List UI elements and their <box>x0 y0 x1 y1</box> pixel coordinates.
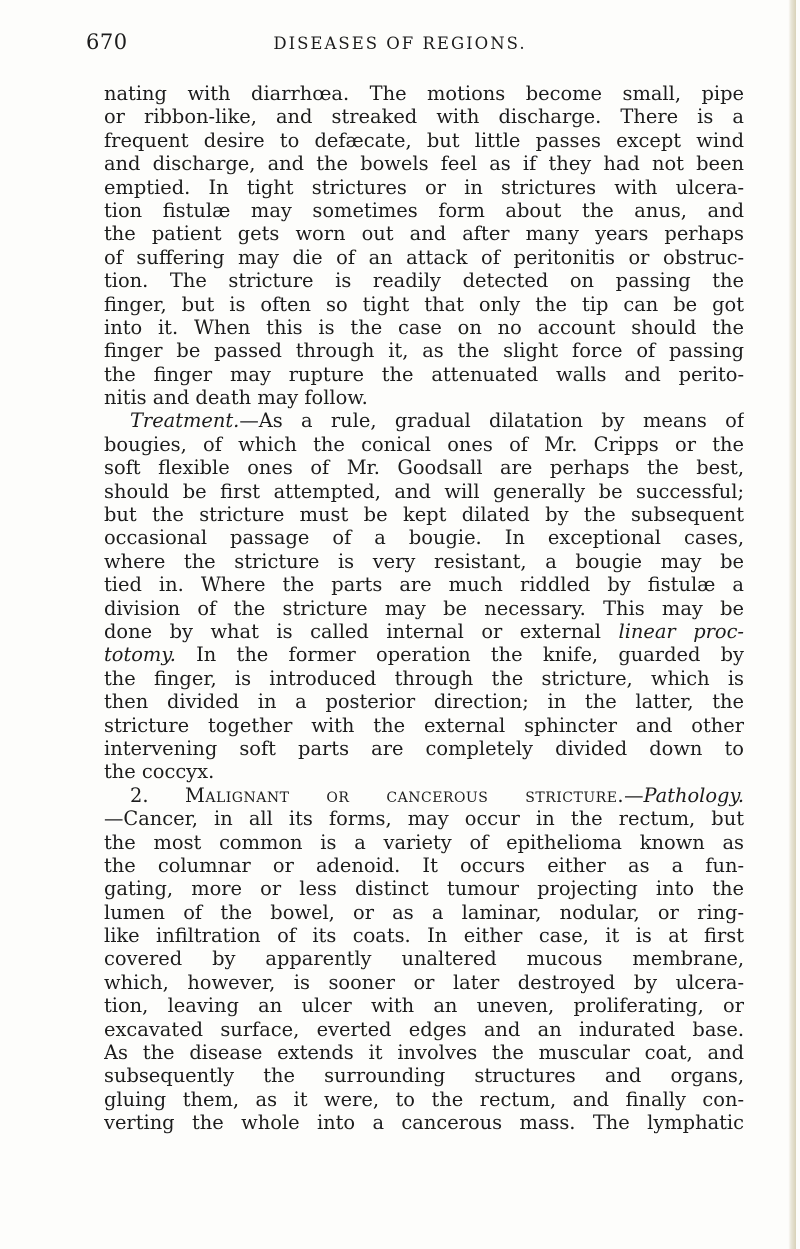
text-line <box>104 714 744 737</box>
text-run: verting the whole into a cancerous mass. The lymphatic <box>104 1111 744 1135</box>
text-run: subsequently the surrounding structures and organs, <box>104 1064 744 1088</box>
text-line <box>104 503 744 526</box>
text-run: — <box>624 783 644 807</box>
text-line <box>104 1088 744 1111</box>
text-line <box>104 433 744 456</box>
text-line <box>104 1018 744 1041</box>
text-run: finger be passed through it, as the slight force of passing <box>104 339 744 363</box>
text-line <box>104 643 744 666</box>
text-run: emptied. In tight strictures or in strictures with ulcera- <box>104 175 744 199</box>
text-run: In the former operation the knife, guarded by <box>175 643 744 667</box>
text-run: where the stricture is very resistant, a bougie may be <box>104 549 744 573</box>
text-line <box>104 947 744 970</box>
text-line <box>104 994 744 1017</box>
text-run: then divided in a posterior direction; in the latter, the <box>104 690 744 714</box>
italic-text: linear proc- <box>618 619 744 643</box>
italic-text: Pathology. <box>643 783 744 807</box>
text-run: bougies, of which the conical ones of Mr. Cripps or the <box>104 432 744 456</box>
text-run: —Cancer, in all its forms, may occur in the rectum, but <box>104 807 744 831</box>
text-run: tied in. Where the parts are much riddled by fistulæ a <box>104 573 744 597</box>
text-run: 2. <box>130 783 185 807</box>
text-run: the most common is a variety of epithelioma known as <box>104 830 744 854</box>
text-line <box>104 480 744 503</box>
text-run: gluing them, as it were, to the rectum, and finally con- <box>104 1087 744 1111</box>
text-line <box>104 1064 744 1087</box>
text-line <box>104 409 744 432</box>
text-line <box>104 690 744 713</box>
text-run: tion, leaving an ulcer with an uneven, proliferating, or <box>104 994 744 1018</box>
italic-text: totomy. <box>104 643 176 667</box>
text-run: the patient gets worn out and after many years perhaps <box>104 222 744 246</box>
text-line <box>104 456 744 479</box>
text-run: the finger may rupture the attenuated walls and perito- <box>104 362 744 386</box>
body-text <box>104 82 744 1135</box>
text-line <box>104 222 744 245</box>
text-run: done by what is called internal or external <box>104 619 619 643</box>
text-line <box>104 737 744 760</box>
text-run: occasional passage of a bougie. In exceptional cases, <box>104 526 744 550</box>
text-run: lumen of the bowel, or as a laminar, nodular, or ring- <box>104 900 744 924</box>
text-run: or ribbon-like, and streaked with discharge. There is a <box>104 105 744 129</box>
text-run: division of the stricture may be necessary. This may be <box>104 596 744 620</box>
text-line <box>104 877 744 900</box>
text-line <box>104 199 744 222</box>
text-line <box>104 526 744 549</box>
text-line <box>104 386 744 409</box>
text-run: gating, more or less distinct tumour projecting into the <box>104 877 744 901</box>
text-line <box>104 667 744 690</box>
text-line <box>104 105 744 128</box>
text-run: stricture together with the external sphincter and other <box>104 713 744 737</box>
text-line <box>104 831 744 854</box>
text-line <box>104 269 744 292</box>
text-line <box>104 573 744 596</box>
text-run: soft flexible ones of Mr. Goodsall are perhaps the best, <box>104 456 744 480</box>
text-run: finger, but is often so tight that only the tip can be got <box>104 292 744 316</box>
text-run: but the stricture must be kept dilated by the subsequent <box>104 503 744 527</box>
text-line <box>104 339 744 362</box>
text-line <box>104 597 744 620</box>
text-run: excavated surface, everted edges and an indurated base. <box>104 1017 744 1041</box>
text-run: tion fistulæ may sometimes form about the anus, and <box>104 198 744 222</box>
text-line <box>104 129 744 152</box>
text-run: tion. The stricture is readily detected on passing the <box>104 269 744 293</box>
small-caps-text: Malignant or cancerous stricture. <box>185 783 625 807</box>
italic-text: Treatment. <box>130 409 240 433</box>
text-run: intervening soft parts are completely divided down to <box>104 736 744 760</box>
text-run: the columnar or adenoid. It occurs either as a fun- <box>104 853 744 877</box>
text-run: should be first attempted, and will generally be successful; <box>104 479 744 503</box>
text-line <box>104 363 744 386</box>
text-run: As the disease extends it involves the muscular coat, and <box>104 1041 744 1065</box>
text-run: and discharge, and the bowels feel as if they had not been <box>104 152 744 176</box>
text-line <box>104 316 744 339</box>
text-run: the coccyx. <box>104 760 215 784</box>
text-line <box>104 807 744 830</box>
text-line <box>104 176 744 199</box>
text-line <box>104 901 744 924</box>
text-run: of suffering may die of an attack of peritonitis or obstruc- <box>104 245 744 269</box>
text-run: which, however, is sooner or later destroyed by ulcera- <box>104 970 744 994</box>
text-run: like infiltration of its coats. In either case, it is at first <box>104 924 744 948</box>
text-line <box>104 1041 744 1064</box>
text-line <box>104 971 744 994</box>
text-line <box>104 293 744 316</box>
text-run: the finger, is introduced through the stricture, which is <box>104 666 744 690</box>
text-run: nitis and death may follow. <box>104 386 368 410</box>
text-line <box>104 620 744 643</box>
text-run: nating with diarrhœa. The motions become small, pipe <box>104 82 744 105</box>
text-run: covered by apparently unaltered mucous membrane, <box>104 947 744 971</box>
text-line <box>104 784 744 807</box>
text-line <box>104 854 744 877</box>
text-line <box>104 1111 744 1134</box>
running-head: DISEASES OF REGIONS. <box>273 34 527 53</box>
text-line <box>104 82 744 105</box>
text-line <box>104 550 744 573</box>
text-line <box>104 152 744 175</box>
text-line <box>104 246 744 269</box>
page-edge <box>788 0 796 1249</box>
text-run: —As a rule, gradual dilatation by means of <box>239 409 744 433</box>
text-line <box>104 760 744 783</box>
text-run: into it. When this is the case on no account should the <box>104 315 744 339</box>
text-line <box>104 924 744 947</box>
page-number: 670 <box>86 30 128 54</box>
text-run: frequent desire to defæcate, but little passes except wind <box>104 128 744 152</box>
